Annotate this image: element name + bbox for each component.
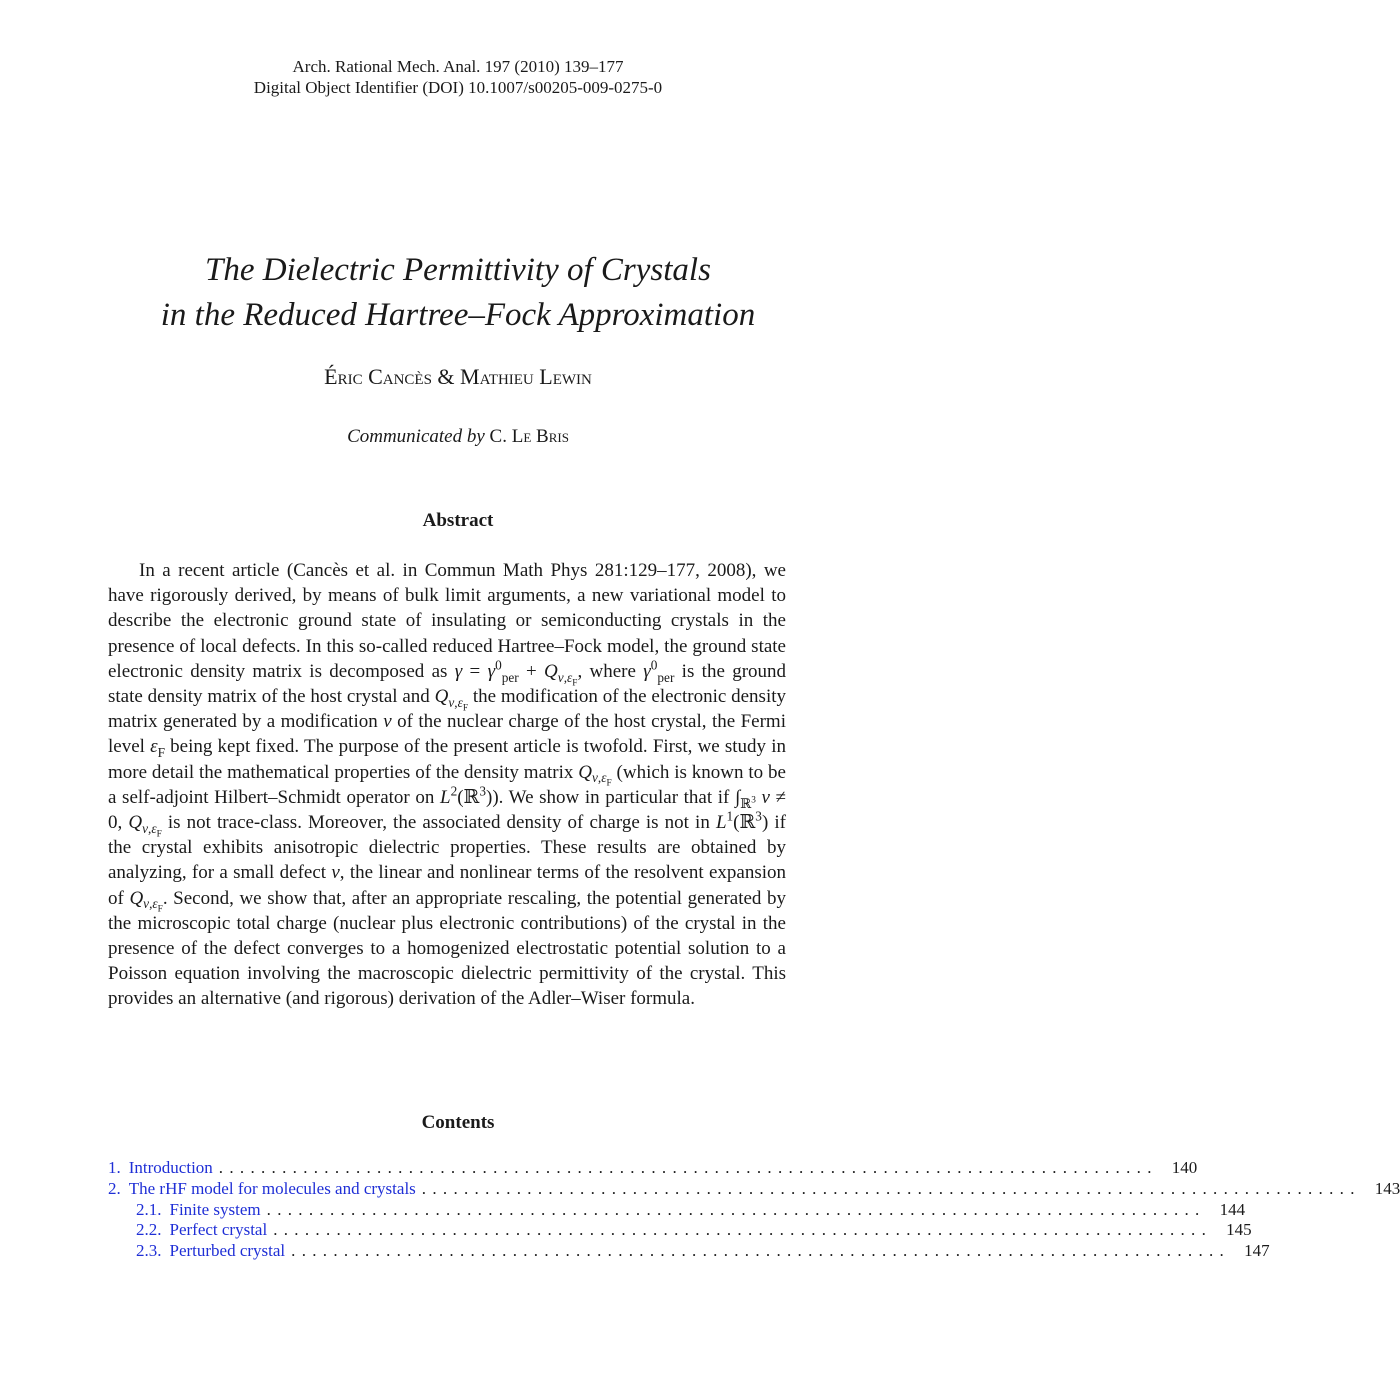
journal-header	[0, 56, 916, 98]
communicated-prefix: Communicated by	[347, 426, 485, 447]
toc-page: 143	[1374, 1178, 1400, 1198]
toc-link[interactable]: Finite system	[169, 1199, 261, 1219]
paper-title	[0, 248, 916, 338]
toc-page: 147	[1244, 1241, 1270, 1261]
toc-leader: .........................................................................................	[273, 1220, 1213, 1240]
toc-number: 2.	[108, 1178, 121, 1198]
toc-entry-introduction[interactable]	[108, 1158, 1198, 1179]
toc-leader: .........................................................................................	[421, 1178, 1361, 1198]
toc-entry-perturbed-crystal[interactable]	[108, 1241, 1270, 1262]
toc-link[interactable]: The rHF model for molecules and crystals	[128, 1178, 416, 1198]
toc-number: 2.3.	[136, 1241, 162, 1261]
toc-leader: .........................................................................................	[266, 1199, 1206, 1219]
table-of-contents	[108, 1158, 1400, 1262]
toc-leader: .........................................................................................	[291, 1241, 1231, 1261]
toc-leader: .........................................................................................	[218, 1158, 1158, 1177]
toc-page: 145	[1226, 1220, 1252, 1240]
contents-heading: Contents	[421, 1112, 495, 1133]
communicated-name: C. Le Bris	[489, 426, 569, 447]
abstract-heading: Abstract	[422, 510, 494, 531]
toc-page: 140	[1171, 1158, 1198, 1177]
toc-number: 2.2.	[136, 1220, 162, 1240]
communicated-by	[0, 426, 916, 448]
toc-entry-rhf-model[interactable]	[108, 1178, 1400, 1200]
title-line-1: The Dielectric Permittivity of Crystals	[205, 252, 711, 288]
title-line-2: in the Reduced Hartree–Fock Approximation	[160, 297, 756, 333]
toc-link[interactable]: Perturbed crystal	[169, 1241, 286, 1261]
toc-number: 2.1.	[136, 1199, 162, 1219]
toc-page: 144	[1219, 1199, 1246, 1219]
toc-entry-finite-system[interactable]	[108, 1199, 1246, 1221]
abstract-body	[108, 558, 786, 1012]
toc-link[interactable]: Perfect crystal	[169, 1220, 268, 1240]
authors: Éric Cancès & Mathieu Lewin	[324, 364, 592, 389]
doi-line: Digital Object Identifier (DOI) 10.1007/s00205-009-0275-0	[253, 78, 663, 97]
toc-number: 1.	[108, 1158, 121, 1177]
journal-citation: Arch. Rational Mech. Anal. 197 (2010) 139–177	[292, 57, 624, 76]
abstract-paragraph: In a recent article (Cancès et al. in Commun Math Phys 281:129–177, 2008), we have rigorously derived, by means of bulk limit arguments, a new variational model to describe the electronic ground state of insulating or semiconducting crystals in the presence of local defects. In this so-called reduced Hartree–Fock model, the ground state electronic density matrix is decomposed as $\gamma = \gamma^0_{per} + Q_{\nu,\varepsilon_F}$, where $\gamma^0_{per}$ is the ground state density matrix of the host crystal and $Q_{\nu,\varepsilon_F}$ the modification of the electronic density matrix generated by a modification ν of the nuclear charge of the host crystal, the Fermi level $\varepsilon_F$ being kept fixed. The purpose of the present article is twofold. First, we study in more detail the mathematical properties of the density matrix $Q_{\nu,\varepsilon_F}$ (which is known to be a self-adjoint Hilbert–Schmidt operator on $L^2(ℝ^3)$). We show in particular that if $\int_{ℝ^3}$ ν ≠ 0, $Q_{\nu,\varepsilon_F}$ is not trace-class. Moreover, the associated density of charge is not in $L^1(ℝ^3)$ if the crystal exhibits anisotropic dielectric properties. These results are obtained by analyzing, for a small defect ν, the linear and nonlinear terms of the resolvent expansion of $Q_{\nu,\varepsilon_F}$. Second, we show that, after an appropriate rescaling, the potential generated by the microscopic total charge (nuclear plus electronic contributions) of the crystal in the presence of the defect converges to a homogenized electrostatic potential solution to a Poisson equation involving the macroscopic dielectric permittivity of the crystal. This provides an alternative (and rigorous) derivation of the Adler–Wiser formula.	[108, 560, 787, 1010]
toc-link[interactable]: Introduction	[128, 1158, 213, 1177]
toc-entry-perfect-crystal[interactable]	[108, 1220, 1252, 1241]
